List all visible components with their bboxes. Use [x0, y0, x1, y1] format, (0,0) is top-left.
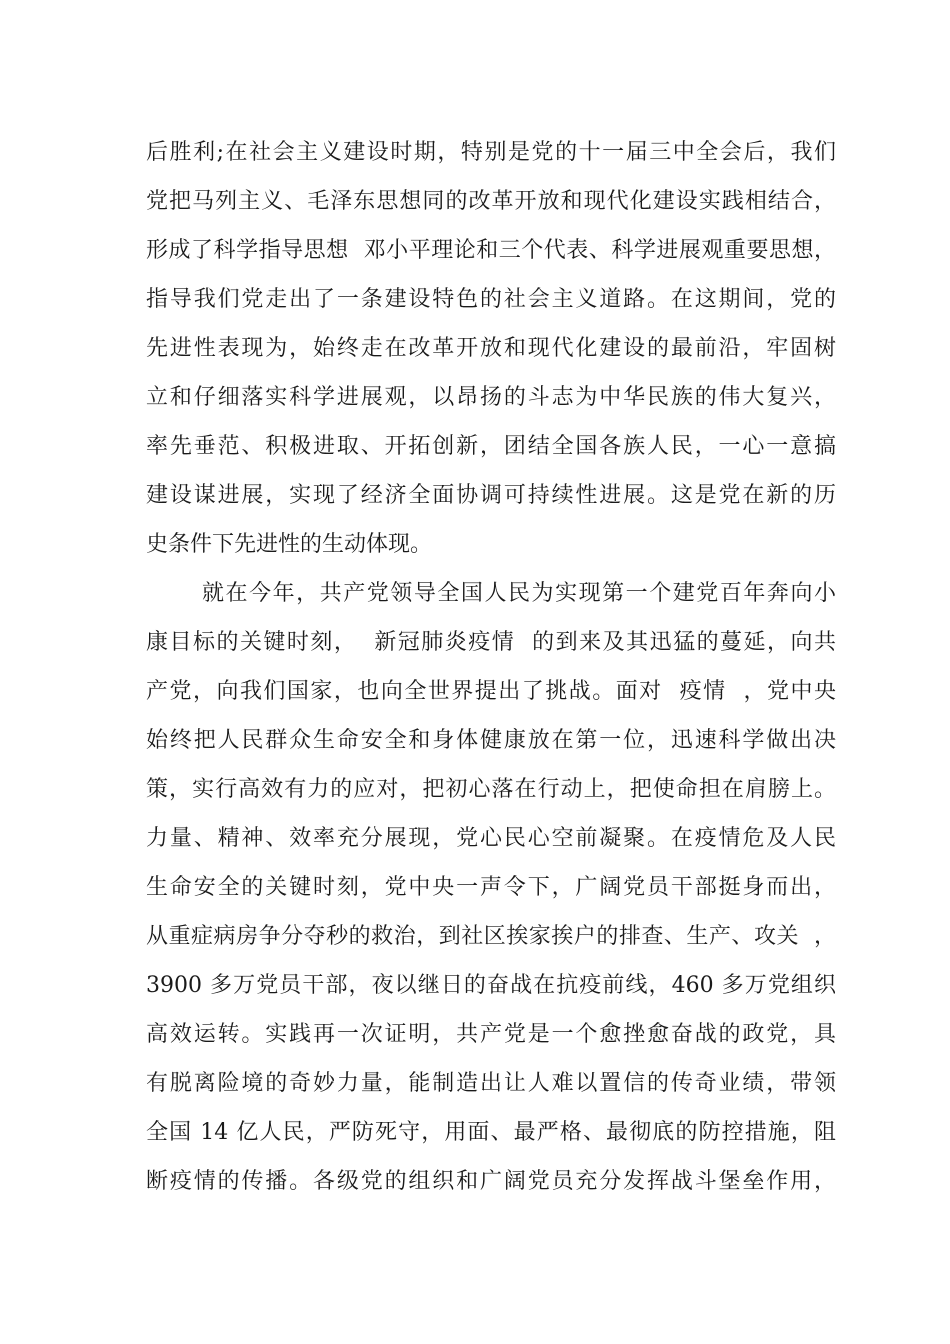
- text-line: 有脱离险境的奇妙力量，能制造出让人难以置信的传奇业绩，带领: [146, 1071, 836, 1096]
- text-line: 全国 14 亿人民，严防死守，用面、最严格、最彻底的防控措施，阻: [146, 1120, 836, 1145]
- text-line: 史条件下先进性的生动体现。: [146, 532, 433, 557]
- text-line: 策，实行高效有力的应对，把初心落在行动上，把使命担在肩膀上。: [146, 777, 836, 802]
- text-line: 建设谋进展，实现了经济全面协调可持续性进展。这是党在新的历: [146, 483, 836, 508]
- text-line: 力量、精神、效率充分展现，党心民心空前凝聚。在疫情危及人民: [146, 826, 836, 851]
- text-line: 高效运转。实践再一次证明，共产党是一个愈挫愈奋战的政党，具: [146, 1022, 836, 1047]
- text-line: 先进性表现为，始终走在改革开放和现代化建设的最前沿，牢固树: [146, 336, 836, 361]
- text-line: 形成了科学指导思想 邓小平理论和三个代表、科学进展观重要思想，: [146, 238, 836, 263]
- text-line: 指导我们党走出了一条建设特色的社会主义道路。在这期间，党的: [146, 287, 836, 312]
- paragraph-first-line: 就在今年，共产党领导全国人民为实现第一个建党百年奔向小: [202, 581, 836, 606]
- text-line: 生命安全的关键时刻，党中央一声令下，广阔党员干部挺身而出，: [146, 875, 836, 900]
- text-line: 率先垂范、积极进取、开拓创新，团结全国各族人民，一心一意搞: [146, 434, 836, 459]
- text-line: 立和仔细落实科学进展观，以昂扬的斗志为中华民族的伟大复兴，: [146, 385, 836, 410]
- text-line: 从重症病房争分夺秒的救治，到社区挨家挨户的排查、生产、攻关 ，: [146, 924, 836, 949]
- text-line: 断疫情的传播。各级党的组织和广阔党员充分发挥战斗堡垒作用，: [146, 1169, 836, 1194]
- body-text: [146, 133, 836, 1211]
- text-line: 后胜利;在社会主义建设时期，特别是党的十一届三中全会后，我们: [146, 140, 836, 165]
- text-line: 党把马列主义、毛泽东思想同的改革开放和现代化建设实践相结合，: [146, 189, 836, 214]
- text-line: 康目标的关键时刻， 新冠肺炎疫情 的到来及其迅猛的蔓延，向共: [146, 630, 836, 655]
- text-line: 产党，向我们国家，也向全世界提出了挑战。面对 疫情 ，党中央: [146, 679, 836, 704]
- text-line: 始终把人民群众生命安全和身体健康放在第一位，迅速科学做出决: [146, 728, 836, 753]
- text-line: 3900 多万党员干部，夜以继日的奋战在抗疫前线，460 多万党组织: [146, 973, 836, 998]
